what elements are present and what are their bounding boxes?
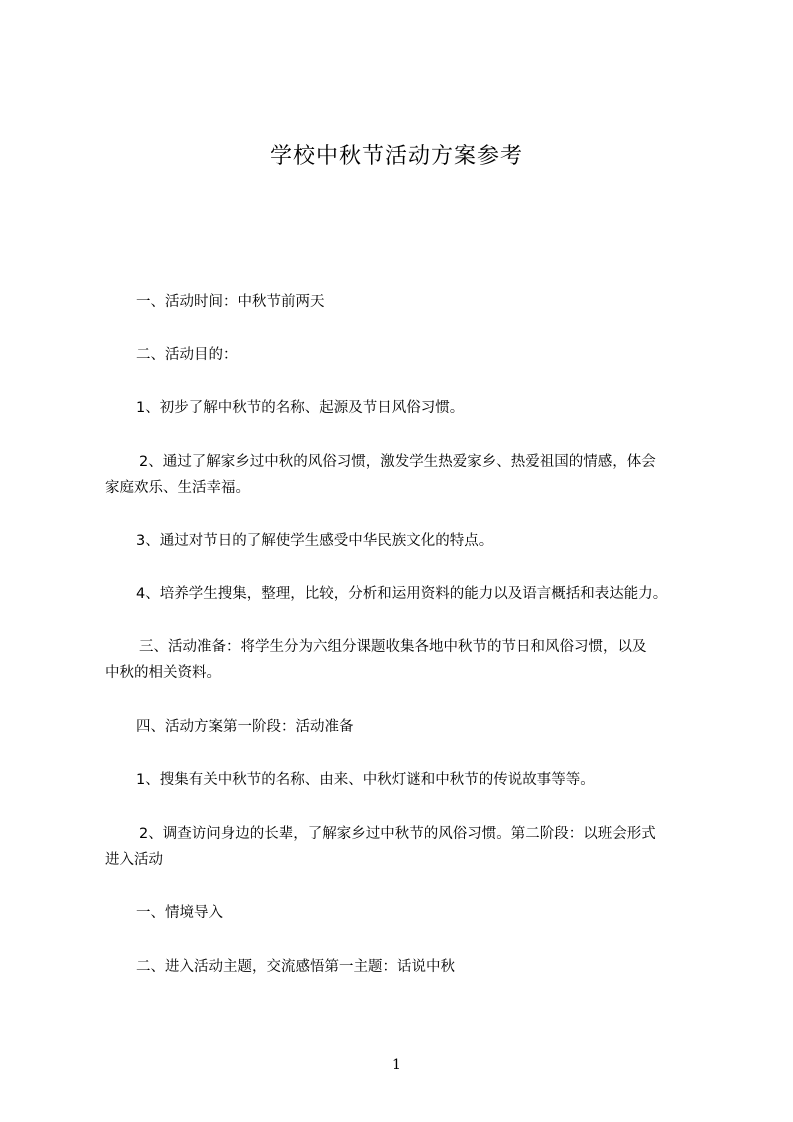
paragraph-activity-time <box>105 289 715 315</box>
paragraph-line: 三、活动准备：将学生分为六组分课题收集各地中秋节的节日和风俗习惯，以及 <box>139 639 647 655</box>
paragraph-line: 1、初步了解中秋节的名称、起源及节日风俗习惯。 <box>136 400 465 416</box>
paragraph-line: 3、通过对节日的了解使学生感受中华民族文化的特点。 <box>136 533 494 549</box>
paragraph-situation-intro <box>105 900 715 926</box>
paragraph-line: 二、进入活动主题，交流感悟第一主题：话说中秋 <box>136 959 455 975</box>
paragraph-line: 一、活动时间：中秋节前两天 <box>136 294 325 310</box>
paragraph-line: 4、培养学生搜集，整理，比较，分析和运用资料的能力以及语言概括和表达能力。 <box>136 586 668 602</box>
paragraph-purpose-2 <box>105 449 715 501</box>
paragraph-line: 中秋的相关资料。 <box>105 665 221 681</box>
paragraph-line: 1、搜集有关中秋节的名称、由来、中秋灯谜和中秋节的传说故事等等。 <box>136 772 595 788</box>
paragraph-plan-1 <box>105 767 715 793</box>
paragraph-line: 一、情境导入 <box>136 905 223 921</box>
paragraph-line: 2、通过了解家乡过中秋的风俗习惯，激发学生热爱家乡、热爱祖国的情感，体会 <box>139 454 656 470</box>
document-title: 学校中秋节活动方案参考 <box>269 144 523 169</box>
page-number: 1 <box>392 1057 401 1073</box>
paragraph-plan-2 <box>105 821 715 873</box>
paragraph-purpose-4 <box>105 581 715 607</box>
paragraph-activity-preparation <box>105 634 715 686</box>
paragraph-line: 家庭欢乐、生活幸福。 <box>105 480 250 496</box>
paragraph-line: 二、活动目的： <box>136 347 238 363</box>
paragraph-purpose-3 <box>105 528 715 554</box>
paragraph-line: 四、活动方案第一阶段：活动准备 <box>136 719 354 735</box>
paragraph-activity-purpose <box>105 342 715 368</box>
paragraph-line: 2、调查访问身边的长辈，了解家乡过中秋节的风俗习惯。第二阶段：以班会形式 <box>139 826 656 842</box>
paragraph-purpose-1 <box>105 395 715 421</box>
paragraph-activity-plan <box>105 714 715 740</box>
paragraph-enter-theme <box>105 954 715 980</box>
paragraph-line: 进入活动 <box>105 852 163 868</box>
